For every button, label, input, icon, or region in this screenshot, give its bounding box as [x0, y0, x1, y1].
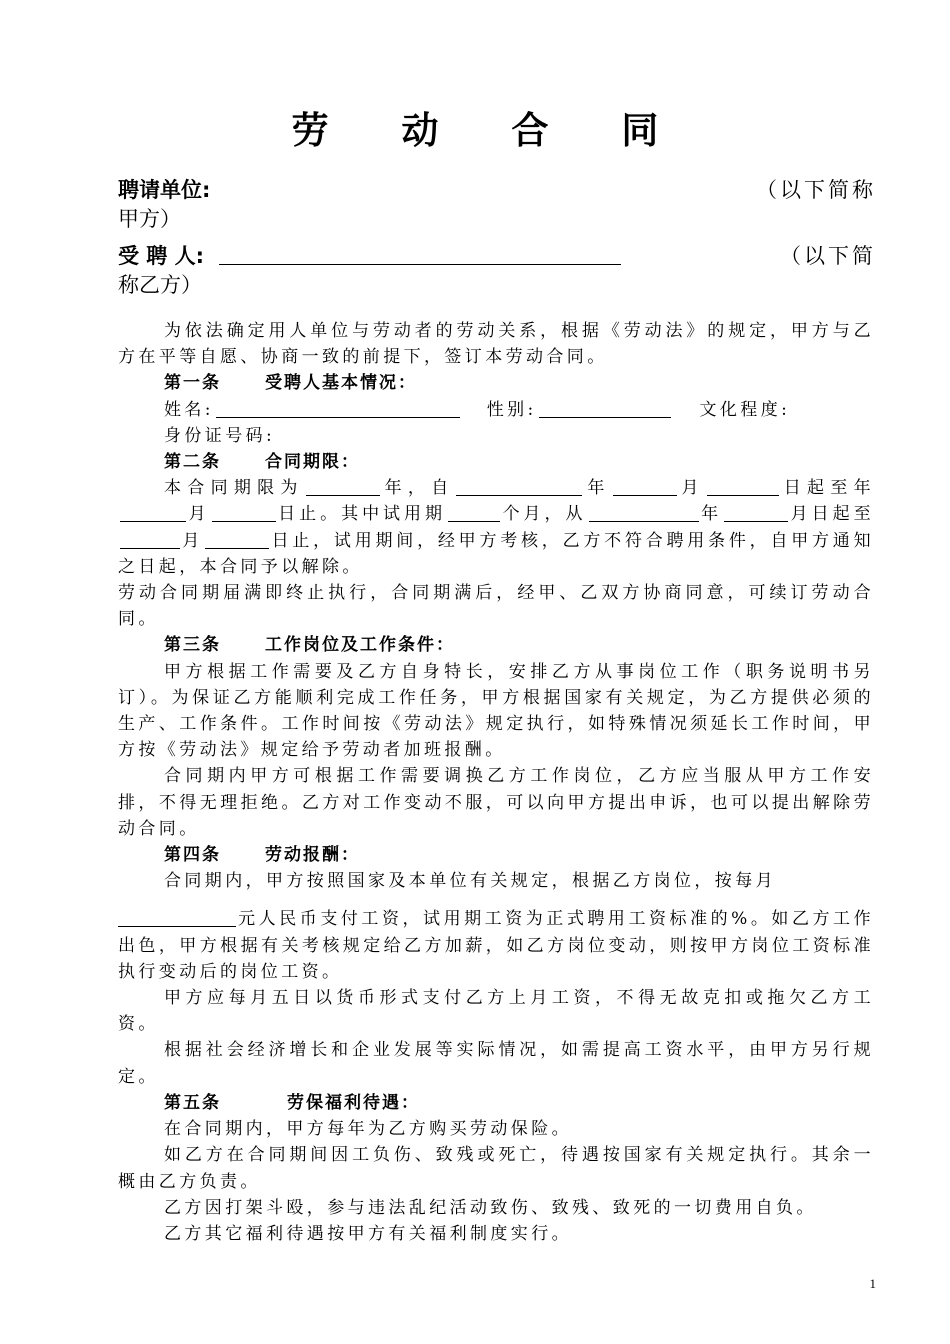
term-text: 月 — [182, 530, 204, 551]
term-text: 日起至 — [811, 504, 874, 525]
article-1-title: 受聘人基本情况： — [265, 373, 417, 394]
probation-months-blank[interactable] — [448, 503, 500, 522]
article-3-heading — [118, 632, 874, 658]
article-5-title: 劳保福利待遇： — [287, 1092, 420, 1113]
term-text: 日起至 — [780, 478, 854, 499]
term-text: 个月，从 — [501, 504, 587, 525]
article-3-title: 工作岗位及工作条件： — [265, 635, 455, 656]
name-blank[interactable] — [216, 399, 460, 418]
basic-info-line — [118, 397, 874, 423]
article-5-heading — [118, 1090, 874, 1116]
insurance-paragraph: 在合同期内，甲方每年为乙方购买劳动保险。 — [164, 1119, 572, 1140]
probation-start-month-blank[interactable] — [724, 503, 788, 522]
end-year-blank[interactable] — [120, 503, 186, 522]
term-text: 年 — [700, 504, 723, 525]
article-2-num: 第二条 — [164, 452, 221, 473]
intro-paragraph: 为依法确定用人单位与劳动者的劳动关系，根据《劳动法》的规定，甲方与乙方在平等自愿、协商一致的前提下，签订本劳动合同。 — [118, 321, 874, 368]
contract-body — [118, 318, 874, 1247]
article-5-num: 第五条 — [164, 1092, 221, 1113]
page-number: 1 — [869, 1276, 876, 1291]
article-1-heading — [118, 370, 874, 396]
term-text: 年，自 — [381, 478, 455, 499]
employee-note: （以下简 — [780, 244, 876, 268]
term-text: 年 — [584, 478, 611, 499]
term-text: 日止，试用期间，经甲方考核，乙方不符合聘用条件，自甲方通知之日起，本合同予以解除。 — [118, 530, 874, 577]
probation-start-year-blank[interactable] — [589, 503, 699, 522]
article-1-num: 第一条 — [164, 373, 221, 394]
employee-blank[interactable] — [219, 244, 621, 265]
employee-label: 受 聘 人: — [118, 244, 205, 268]
start-day-blank[interactable] — [707, 477, 779, 496]
term-text: 月 — [188, 504, 210, 525]
transfer-paragraph: 合同期内甲方可根据工作需要调换乙方工作岗位，乙方应当服从甲方工作安排，不得无理拒绝。乙方对工作变动不服，可以向甲方提出申诉，也可以提出解除劳动合同。 — [118, 766, 874, 839]
start-year-blank[interactable] — [456, 477, 582, 496]
term-text: 年 — [853, 478, 875, 499]
probation-end-month-blank[interactable] — [120, 530, 180, 549]
name-label: 姓名: — [164, 399, 214, 420]
welfare-paragraph: 乙方其它福利待遇按甲方有关福利制度实行。 — [164, 1223, 572, 1244]
gender-blank[interactable] — [539, 399, 671, 418]
employee-note-cont: 称乙方） — [118, 273, 202, 297]
salary-paragraph: 合同期内，甲方按照国家及本单位有关规定，根据乙方岗位，按每月 — [164, 871, 776, 892]
id-number-line: 身份证号码: — [164, 425, 276, 446]
employer-label: 聘请单位: — [118, 178, 211, 202]
end-month-blank[interactable] — [212, 503, 276, 522]
article-4-num: 第四条 — [164, 845, 221, 866]
employer-note-cont: 甲方） — [118, 207, 181, 231]
salary-amount-text: 元人民币支付工资，试用期工资为正式聘用工资标准的%。如乙方工作出色，甲方根据有关考核规定给乙方加薪，如乙方岗位变动，则按甲方岗位工资标准执行变动后的岗位工资。 — [118, 909, 874, 982]
term-text: 本合同期限为 — [164, 478, 304, 499]
term-text: 月 — [678, 478, 705, 499]
document-title: 劳 动 合 同 — [291, 109, 689, 152]
salary-amount-blank[interactable] — [118, 908, 236, 927]
employer-note: （以下简称 — [756, 178, 876, 202]
article-4-heading — [118, 842, 874, 868]
article-4-title: 劳动报酬： — [265, 845, 360, 866]
gender-label: 性别: — [486, 399, 537, 420]
renewal-paragraph: 劳动合同期届满即终止执行，合同期满后，经甲、乙双方协商同意，可续订劳动合同。 — [118, 583, 874, 630]
article-3-num: 第三条 — [164, 635, 221, 656]
article-2-title: 合同期限： — [265, 452, 360, 473]
probation-end-day-blank[interactable] — [205, 530, 269, 549]
employee-line — [118, 242, 876, 300]
term-paragraph — [118, 475, 874, 580]
start-month-blank[interactable] — [613, 477, 677, 496]
term-text: 日止。其中试用期 — [277, 504, 446, 525]
term-years-blank[interactable] — [306, 477, 380, 496]
article-2-heading — [118, 449, 874, 475]
payday-paragraph: 甲方应每月五日以货币形式支付乙方上月工资，不得无故克扣或拖欠乙方工资。 — [118, 988, 874, 1035]
education-label: 文化程度: — [699, 399, 791, 420]
injury-paragraph: 如乙方在合同期间因工负伤、致残或死亡，待遇按国家有关规定执行。其余一概由乙方负责。 — [118, 1145, 874, 1192]
employer-line — [118, 176, 876, 234]
salary-amount-paragraph — [118, 906, 874, 985]
raise-paragraph: 根据社会经济增长和企业发展等实际情况，如需提高工资水平，由甲方另行规定。 — [118, 1040, 874, 1087]
position-paragraph: 甲方根据工作需要及乙方自身特长，安排乙方从事岗位工作（职务说明书另订）。为保证乙方能顺利完成工作任务，甲方根据国家有关规定，为乙方提供必须的生产、工作条件。工作时间按《劳动法》规定执行，如特殊情况须延长工作时间，甲方按《劳动法》规定给予劳动者加班报酬。 — [118, 661, 874, 761]
term-text: 月 — [790, 504, 812, 525]
fight-paragraph: 乙方因打架斗殴，参与违法乱纪活动致伤、致残、致死的一切费用自负。 — [164, 1197, 817, 1218]
